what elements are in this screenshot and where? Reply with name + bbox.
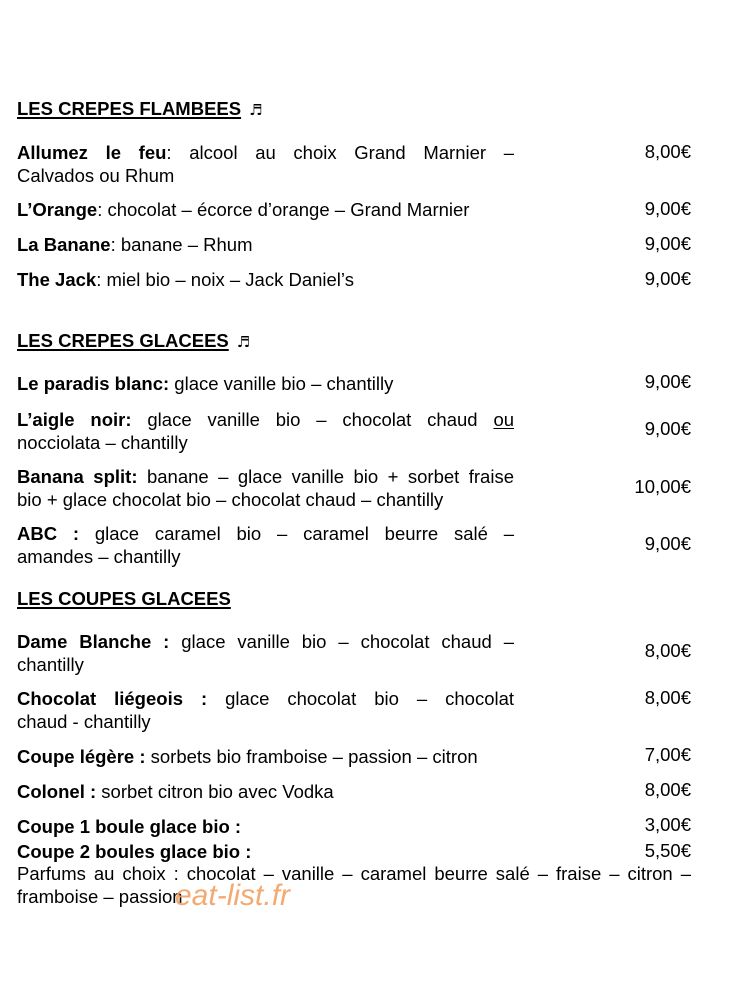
menu-item: [17, 780, 691, 803]
section-title-text: LES CREPES GLACEES: [17, 330, 229, 351]
menu-item: [17, 630, 691, 676]
item-line-1: [17, 840, 514, 863]
item-name: Coupe légère :: [17, 746, 146, 767]
item-line-1: [17, 141, 514, 164]
item-price: 9,00€: [644, 233, 691, 254]
menu-item: [17, 465, 691, 511]
item-description: sorbets bio framboise – passion – citron: [150, 746, 478, 767]
item-line-2: [17, 653, 514, 676]
item-description-emphasis: ou: [493, 409, 515, 430]
item-description: glace vanille bio – chantilly: [174, 373, 394, 394]
item-price: 8,00€: [644, 779, 691, 800]
item-description-continued: bio + glace chocolat bio – chocolat chaud – chantilly: [17, 489, 444, 510]
item-line-2: [17, 431, 514, 454]
item-line-1: [17, 268, 514, 291]
item-line-1: [17, 408, 514, 431]
item-line-1: [17, 745, 514, 768]
item-description: : miel bio – noix – Jack Daniel’s: [96, 269, 354, 290]
item-line-1: [17, 233, 514, 256]
menu-item: [17, 687, 691, 733]
menu-item: [17, 815, 691, 838]
item-line-1: [17, 815, 514, 838]
item-line-1: [17, 372, 514, 395]
menu-item: [17, 522, 691, 568]
item-price: 8,00€: [644, 141, 691, 162]
item-line-2: [17, 545, 514, 568]
item-name: L’aigle noir:: [17, 409, 132, 430]
item-price: 9,00€: [644, 198, 691, 219]
section-title-text: LES COUPES GLACEES: [17, 588, 231, 609]
item-description: glace chocolat bio – chocolat: [225, 688, 515, 709]
item-description-continued: nocciolata – chantilly: [17, 432, 188, 453]
item-name: Chocolat liégeois :: [17, 688, 208, 709]
item-line-1: [17, 630, 514, 653]
item-name: Allumez le feu: [17, 142, 167, 163]
item-description: glace vanille bio – chocolat chaud –: [181, 631, 515, 652]
menu-item: [17, 408, 691, 454]
item-price: 8,00€: [644, 640, 691, 661]
item-description: : alcool au choix Grand Marnier –: [166, 142, 514, 163]
item-description: : banane – Rhum: [110, 234, 253, 255]
item-description-continued: chaud - chantilly: [17, 711, 151, 732]
item-price: 9,00€: [644, 533, 691, 554]
menu-item: [17, 372, 691, 395]
item-price: 9,00€: [644, 371, 691, 392]
menu-item: [17, 840, 691, 863]
item-line-1: [17, 780, 514, 803]
section-title: [17, 329, 250, 354]
item-line-1: [17, 198, 514, 221]
menu-item: [17, 198, 691, 221]
item-price: 5,50€: [644, 840, 691, 861]
menu-item: [17, 268, 691, 291]
menu-item: [17, 745, 691, 768]
flavours-note-line-2: framboise – passion: [17, 886, 183, 907]
item-price: 9,00€: [644, 418, 691, 439]
flavours-note: [17, 862, 691, 908]
item-description-continued: amandes – chantilly: [17, 546, 181, 567]
watermark: eat-list.fr: [175, 879, 291, 912]
item-price: 10,00€: [634, 476, 691, 497]
flavours-note-line-1: Parfums au choix : chocolat – vanille – caramel beurre salé – fraise – citron –: [17, 863, 691, 884]
item-line-1: [17, 522, 514, 545]
item-description: sorbet citron bio avec Vodka: [101, 781, 334, 802]
item-name: Colonel :: [17, 781, 97, 802]
item-description: glace caramel bio – caramel beurre salé –: [94, 523, 514, 544]
item-line-1: [17, 687, 514, 710]
item-description-continued: Calvados ou Rhum: [17, 165, 175, 186]
item-name: Le paradis blanc:: [17, 373, 170, 394]
item-name: Dame Blanche :: [17, 631, 170, 652]
menu-item: [17, 141, 691, 187]
item-line-2: [17, 164, 514, 187]
item-description: banane – glace vanille bio + sorbet fraise: [146, 466, 514, 487]
section-title-text: LES CREPES FLAMBEES: [17, 98, 242, 119]
item-name: La Banane: [17, 234, 111, 255]
item-line-1: [17, 465, 514, 488]
music-note-icon: [249, 99, 262, 122]
item-description-continued: chantilly: [17, 654, 84, 675]
item-name: Coupe 1 boule glace bio :: [17, 816, 242, 837]
item-name: L’Orange: [17, 199, 98, 220]
menu-item: [17, 233, 691, 256]
section-title: [17, 587, 231, 610]
item-line-2: [17, 488, 514, 511]
item-name: Banana split:: [17, 466, 138, 487]
item-description: glace vanille bio – chocolat chaud: [147, 409, 478, 430]
item-description: : chocolat – écorce d’orange – Grand Marnier: [97, 199, 470, 220]
item-name: ABC :: [17, 523, 80, 544]
section-title: [17, 97, 263, 122]
item-price: 3,00€: [644, 814, 691, 835]
item-price: 7,00€: [644, 744, 691, 765]
music-note-icon: [237, 331, 250, 354]
item-price: 8,00€: [644, 687, 691, 708]
item-name: Coupe 2 boules glace bio :: [17, 841, 252, 862]
item-name: The Jack: [17, 269, 97, 290]
item-price: 9,00€: [644, 268, 691, 289]
item-line-2: [17, 710, 514, 733]
